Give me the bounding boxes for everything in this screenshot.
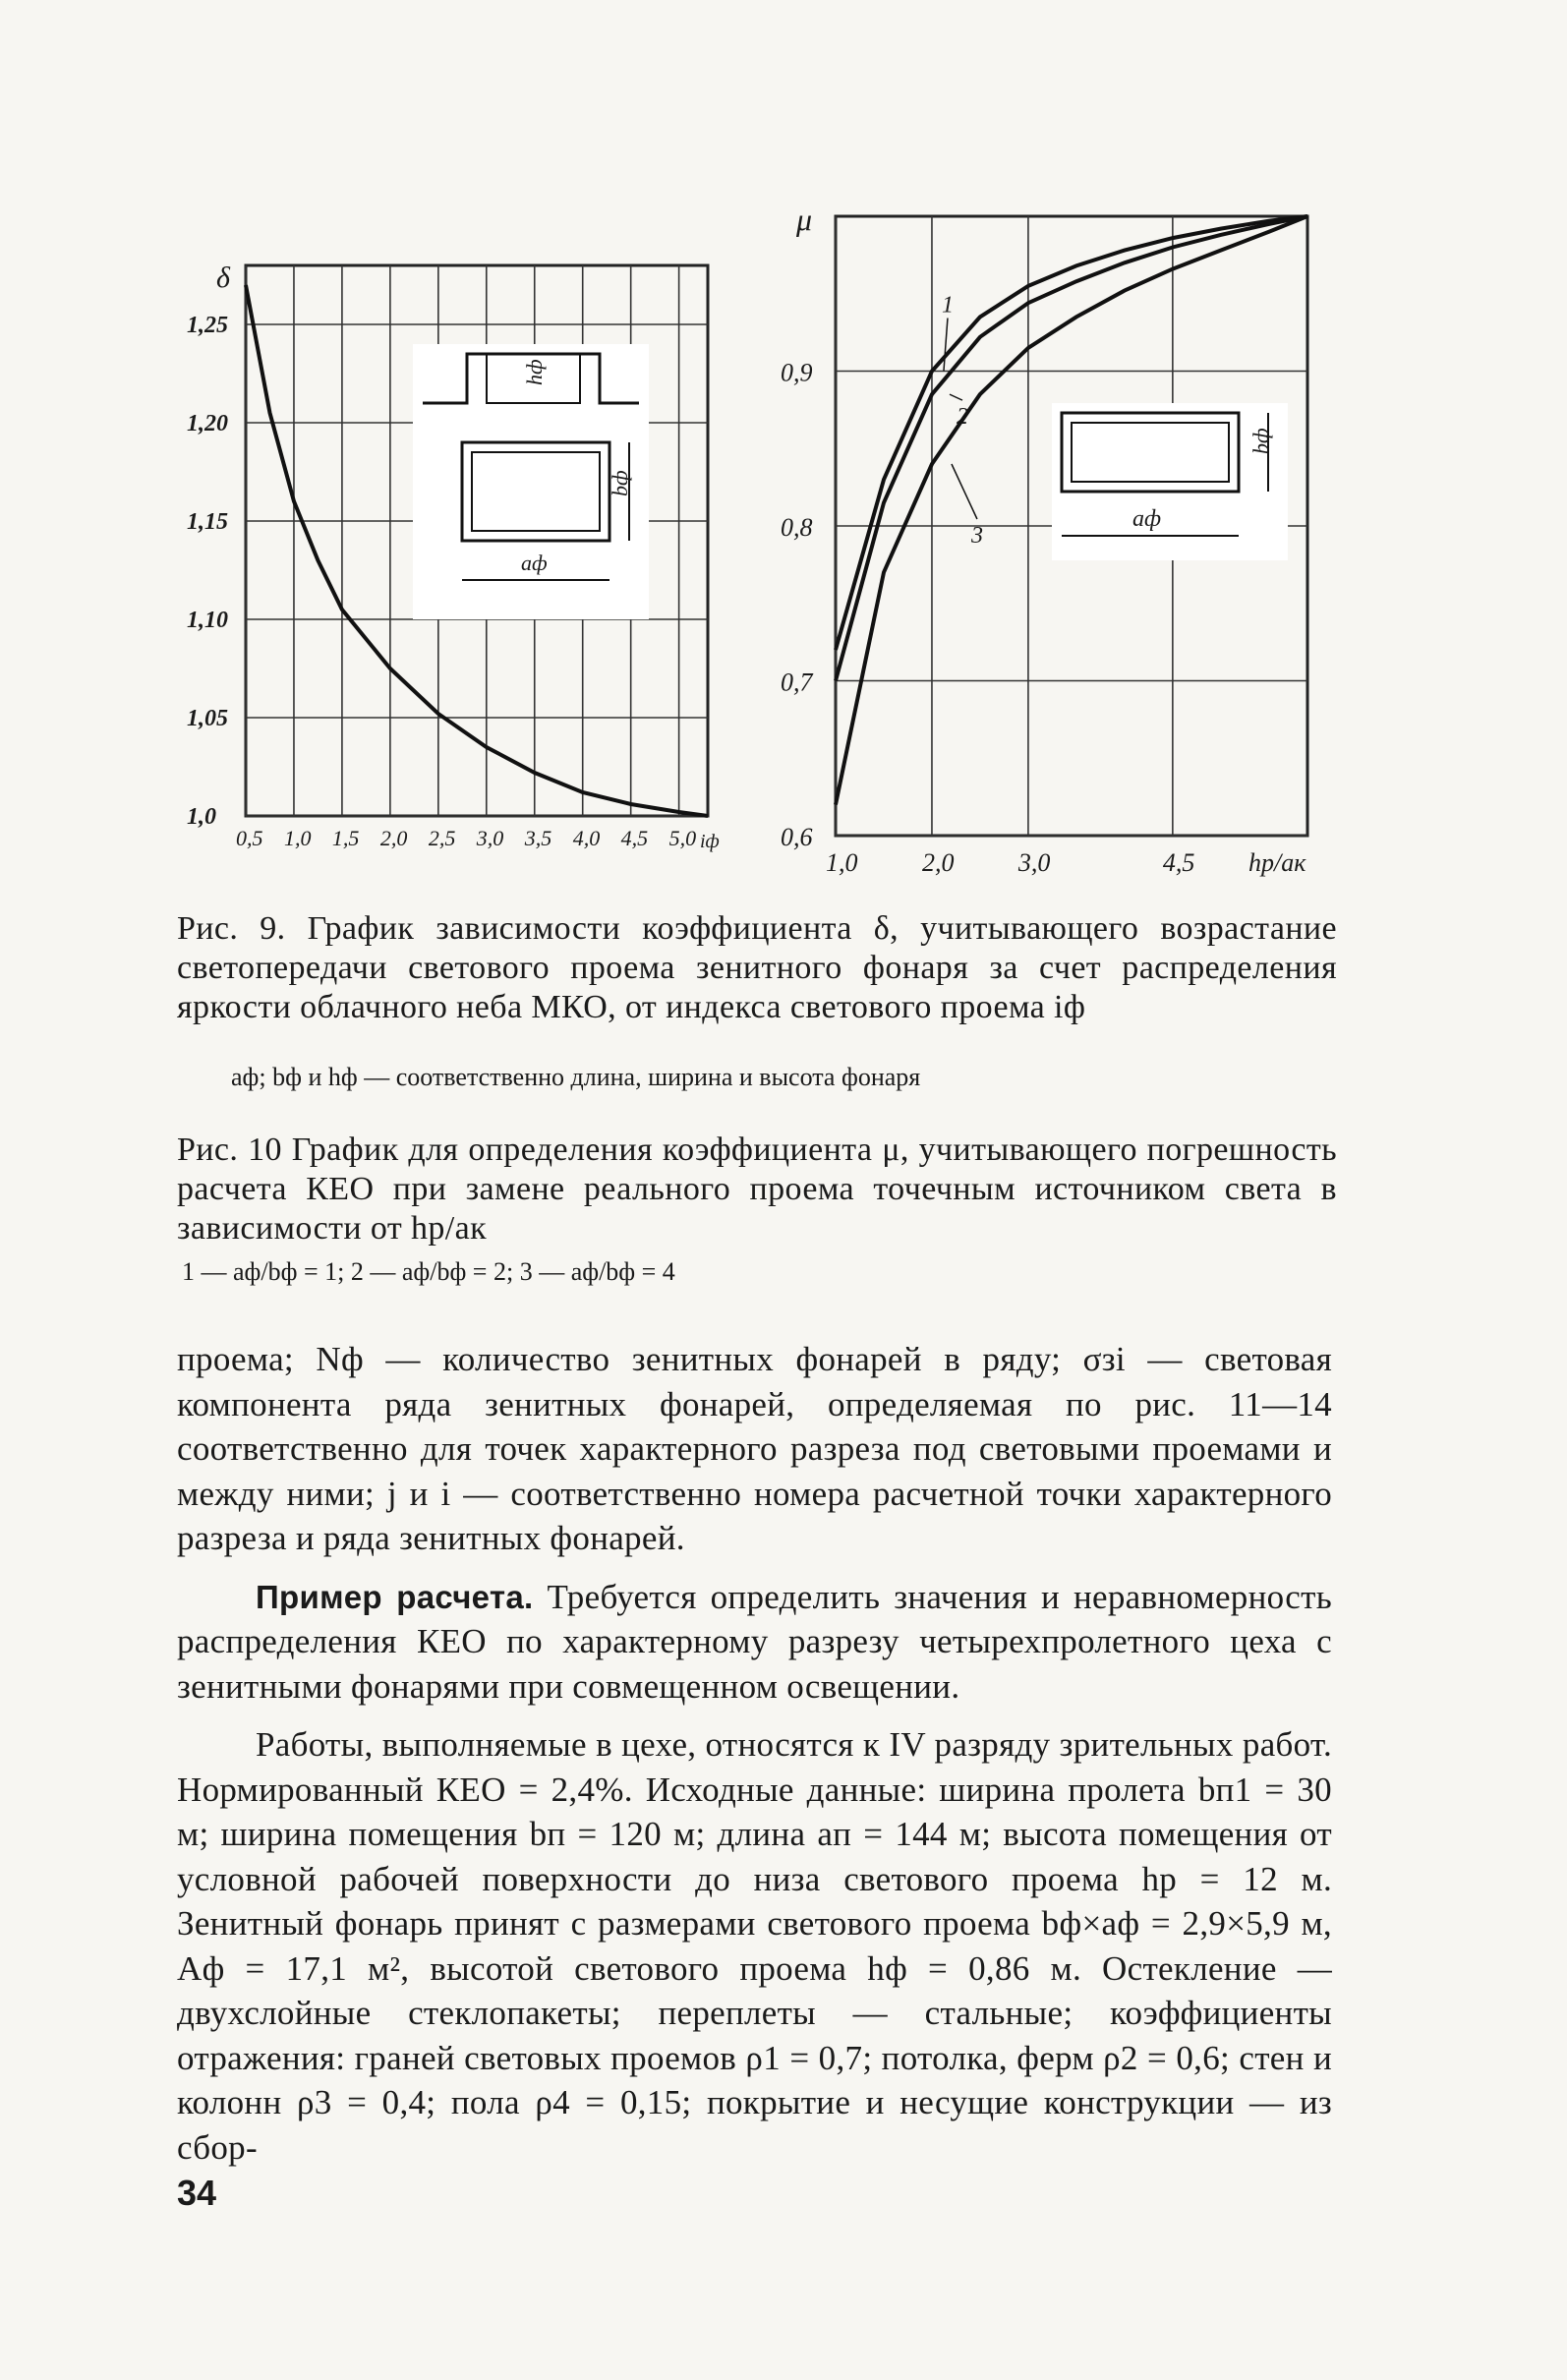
paragraph-1: проема; Nф — количество зенитных фонарей в ряду; σзi — световая компонента ряда зенитных фонарей, определяемая по рис. 11—14 соответственно для точек характерного разреза под световыми проемами и между ними; j и i — соответственно номера расчетной точки характерного разреза и ряда зенитных фонарей.: [177, 1340, 1332, 1557]
x-tick-label: 2,0: [379, 826, 408, 850]
paragraph-2: [177, 1575, 1332, 1710]
x-tick-label: 2,5: [428, 826, 456, 850]
y-tick-label: 0,9: [781, 358, 813, 387]
y-tick-label: 0,6: [781, 823, 813, 851]
x-tick-label: 3,5: [524, 826, 552, 850]
series-label: 3: [970, 523, 983, 549]
label-height: hф: [522, 359, 547, 385]
y-tick-label: 1,05: [187, 706, 228, 731]
y-axis-label: δ: [216, 261, 230, 294]
x-axis-label: hр/aк: [1248, 848, 1306, 877]
figure-9-note: aф; bф и hф — соответственно длина, ширина и высота фонаря: [231, 1063, 921, 1091]
x-axis-label: iф: [700, 831, 720, 852]
x-tick-label: 4,5: [620, 826, 649, 850]
x-tick-label: 3,0: [1017, 848, 1051, 877]
y-tick-label: 0,7: [781, 668, 813, 697]
x-tick-label: 0,5: [236, 826, 263, 850]
label-width: bф: [1248, 428, 1273, 454]
x-tick-label: 1,5: [331, 826, 360, 850]
label-length: aф: [521, 551, 548, 575]
series-leader: [950, 394, 962, 400]
series-label: 2: [956, 404, 968, 431]
y-tick-label: 1,25: [187, 313, 228, 338]
figure-10-caption: Рис. 10 График для определения коэффициента μ, учитывающего погрешность расчета КЕО при замене реального проема точечным источником света в зависимости от hр/aк: [177, 1132, 1337, 1247]
y-tick-label: 1,10: [187, 608, 228, 633]
x-tick-label: 1,0: [283, 826, 312, 850]
body-text: [177, 1337, 1332, 2183]
page-number: 34: [177, 2173, 217, 2213]
example-heading: Пример расчета.: [256, 1578, 534, 1615]
y-tick-label: 1,0: [187, 804, 216, 830]
x-tick-label: 4,5: [1162, 848, 1195, 877]
label-length: aф: [1132, 506, 1162, 532]
x-tick-label: 2,0: [921, 848, 955, 877]
y-tick-label: 0,8: [781, 513, 813, 542]
figure-9-chart: [187, 246, 737, 885]
figure-10-note: 1 — aф/bф = 1; 2 — aф/bф = 2; 3 — aф/bф = 4: [182, 1257, 675, 1286]
x-tick-label: 3,0: [476, 826, 504, 850]
figure-9-caption: Рис. 9. График зависимости коэффициента δ, учитывающего возрастание светопередачи светового проема зенитного фонаря за счет распределения яркости облачного неба МКО, от индекса светового проема iф: [177, 910, 1337, 1025]
y-tick-label: 1,20: [187, 411, 228, 436]
x-tick-label: 1,0: [826, 848, 858, 877]
label-width: bф: [608, 470, 632, 496]
series-leader: [952, 464, 977, 519]
series-leader: [944, 319, 948, 372]
x-tick-label: 4,0: [572, 826, 601, 850]
paragraph-3: Работы, выполняемые в цехе, относятся к IV разряду зрительных работ. Нормированный КЕО = 2,4%. Исходные данные: ширина пролета bп1 = 30 м; ширина помещения bп = 120 м; длина aп = 144 м; высота помещения от условной рабочей поверхности до низа светового проема hр = 12 м. Зенитный фонарь принят с размерами светового проема bф×aф = 2,9×5,9 м, Aф = 17,1 м², высотой светового проема hф = 0,86 м. Остекление — двухслойные стеклопакеты; переплеты — стальные; коэффициенты отражения: граней световых проемов ρ1 = 0,7; потолка, ферм ρ2 = 0,6; стен и колонн ρ3 = 0,4; пола ρ4 = 0,15; покрытие и несущие конструкции — из сбор-: [177, 1725, 1332, 2167]
x-tick-label: 5,0: [668, 826, 697, 850]
figure-10-chart: [777, 197, 1327, 904]
series-label: 1: [941, 292, 954, 319]
paragraph-2-text: Требуется определить значения и неравномерность распределения КЕО по характерному разрезу четырехпролетного цеха с зенитными фонарями при совмещенном освещении.: [177, 1577, 1332, 1706]
y-axis-label: μ: [796, 202, 813, 237]
y-tick-label: 1,15: [187, 509, 228, 535]
